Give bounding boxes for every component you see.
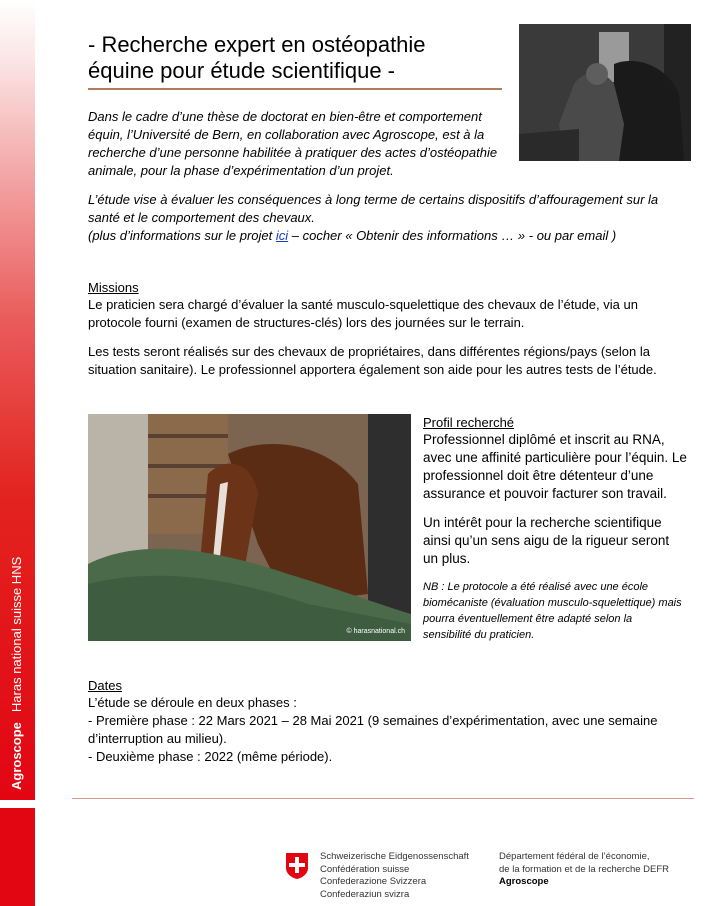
missions-paragraph-2: Les tests seront réalisés sur des chevaux de propriétaires, dans différentes régions/pays (selon la situation sanitaire). Le professionnel apportera également son aide pour les autres tests de l’étude. [88, 344, 657, 377]
photo-horse-eating [88, 414, 411, 641]
missions-paragraph-1: Le praticien sera chargé d’évaluer la santé musculo-squelettique des chevaux de l’étude, via un protocole fourni (examen de structures-clés) lors des journées sur le terrain. [88, 297, 638, 330]
footer-rule [72, 798, 694, 799]
goal-paragraph [88, 191, 688, 245]
swiss-cross-icon [285, 852, 309, 880]
fed-line-de: Schweizerische Eidgenossenschaft [320, 851, 469, 862]
defr-line-2: de la formation et de la recherche DEFR [499, 863, 670, 875]
fed-line-fr: Confédération suisse [320, 863, 410, 875]
title-line-2: équine pour étude scientifique - [88, 58, 395, 83]
fed-line-rm: Confederaziun svizra [320, 888, 410, 900]
missions-heading: Missions [88, 280, 139, 295]
profil-heading: Profil recherché [423, 415, 515, 430]
fed-line-it: Confederazione Svizzera [320, 876, 427, 887]
photo-credit: © harasnational.ch [346, 628, 405, 635]
defr-line-1: Département fédéral de l’économie, [499, 851, 650, 862]
sidebar-institution: Haras national suisse HNS [9, 556, 24, 713]
profil-paragraph-2: Un intérêt pour la recherche scientifique ainsi qu’un sens aigu de la rigueur seront un plus. [423, 515, 670, 566]
profil-nb-note: NB : Le protocole a été réalisé avec une école biomécaniste (évaluation musculo-squelettique) mais pourra éventuellement être adapté selon la sensibilité du praticien. [423, 581, 682, 641]
sidebar-red-block [0, 808, 35, 906]
intro-paragraph: Dans le cadre d’une thèse de doctorat en bien-être et comportement équin, l’Université de Bern, en collaboration avec Agroscope, est à la recherche d’une personne habilitée à pratiquer des actes d’ostéopathie animale, pour la phase d’expérimentation d’un projet. [88, 109, 498, 178]
profil-paragraph-1: Professionnel diplômé et inscrit au RNA, avec une affinité particulière pour l’équin. Le professionnel doit être détenteur d’une assurance et pouvoir facturer son travail. [423, 432, 687, 501]
defr-agroscope: Agroscope [499, 876, 549, 887]
federation-names [320, 851, 469, 901]
goal-text: L’étude vise à évaluer les conséquences à long terme de certains dispositifs d’affouragement sur la santé et le comportement des chevaux. [88, 192, 659, 225]
page-title [88, 32, 508, 84]
dates-heading: Dates [88, 678, 122, 693]
photo-person-with-horse [519, 24, 691, 161]
department-block [499, 851, 669, 889]
sidebar-brand: Agroscope [9, 722, 24, 790]
sidebar-label [8, 557, 26, 790]
dates-body: L’étude se déroule en deux phases : - Première phase : 22 Mars 2021 – 28 Mai 2021 (9 semaines d’expérimentation, avec une semaine d’interruption au milieu). - Deuxième phase : 2022 (même période). [88, 695, 658, 764]
project-info-link[interactable]: ici [275, 228, 289, 243]
title-rule [88, 88, 502, 90]
goal-more-info-post: – cocher « Obtenir des informations … » - ou par email ) [288, 228, 617, 243]
title-line-1: - Recherche expert en ostéopathie [88, 32, 426, 57]
goal-more-info-pre: (plus d’informations sur le projet [88, 228, 276, 243]
